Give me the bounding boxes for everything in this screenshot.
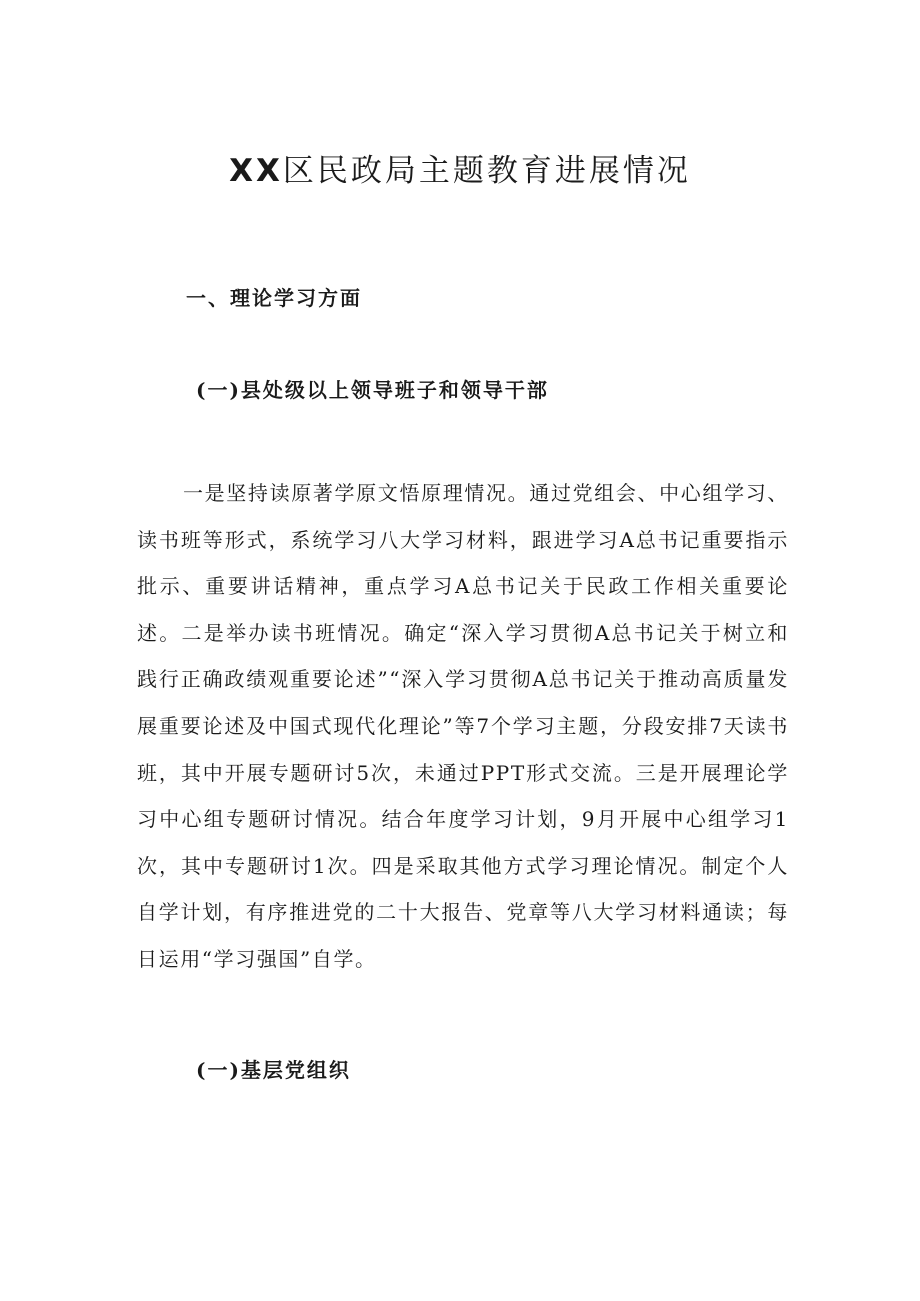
document-title-text: 区民政局主题教育进展情况 <box>282 153 691 189</box>
document-title-prefix: XX <box>229 153 283 189</box>
subsection-heading-grassroots: (一)基层党组织 <box>196 1058 351 1082</box>
subsection-heading-leaders: (一)县处级以上领导班子和领导干部 <box>196 378 549 402</box>
section-heading-theory-study: 一、理论学习方面 <box>186 286 362 310</box>
subsection-body-paragraph: 一是坚持读原著学原文悟原理情况。通过党组会、中心组学习、读书班等形式，系统学习八大学习材料，跟进学习A总书记重要指示批示、重要讲话精神，重点学习A总书记关于民政工作相关重要论述。二是举办读书班情况。确定“深入学习贯彻A总书记关于树立和践行正确政绩观重要论述”“深入学习贯彻A总书记关于推动高质量发展重要论述及中国式现代化理论”等7个学习主题，分段安排7天读书班，其中开展专题研讨5次，未通过PPT形式交流。三是开展理论学习中心组专题研讨情况。结合年度学习计划，9月开展中心组学习1次，其中专题研讨1次。四是采取其他方式学习理论情况。制定个人自学计划，有序推进党的二十大报告、党章等八大学习材料通读；每日运用“学习强国”自学。 <box>137 481 789 971</box>
document-title <box>0 148 920 194</box>
